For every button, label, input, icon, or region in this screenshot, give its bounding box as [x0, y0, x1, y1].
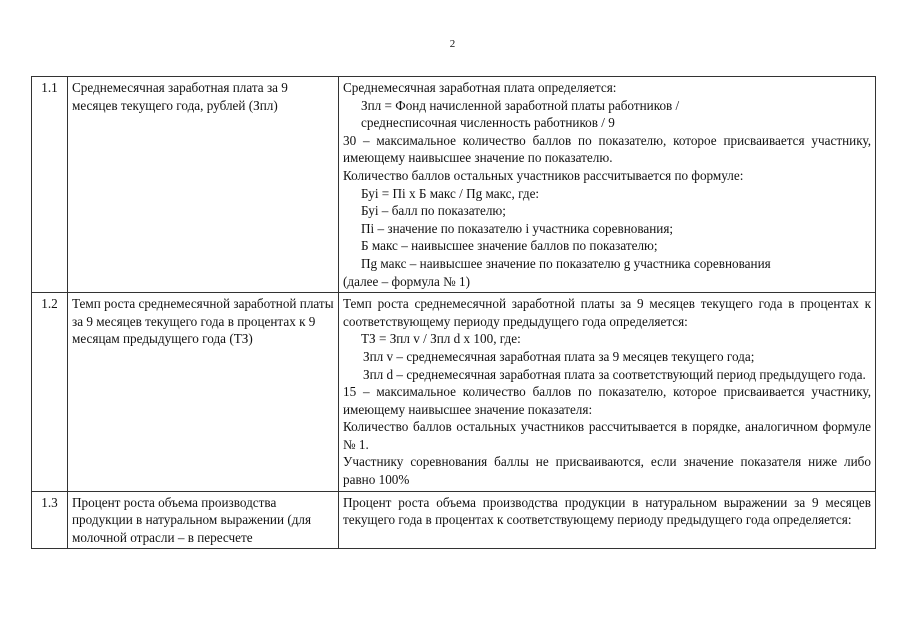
description-line: Количество баллов остальных участников рассчитывается в порядке, аналогичном формуле № 1. [343, 419, 871, 452]
description-line: Процент роста объема производства продукции в натуральном выражении за 9 месяцев текущего года в процентах к соответствующему периоду предыдущего года определяется: [343, 494, 871, 528]
description-line: Зпл = Фонд начисленной заработной платы работников / [361, 97, 680, 113]
row-number: 1.3 [32, 491, 68, 549]
description-line: Буi = Пi x Б макс / Пg макс, где: [361, 185, 540, 201]
description-line: Количество баллов остальных участников рассчитывается по формуле: [343, 167, 744, 183]
table-row [32, 293, 876, 492]
description-line: Буi – балл по показателю; [361, 203, 506, 219]
description-line: 30 – максимальное количество баллов по показателю, которое присваивается участнику, имеющему наивысшее значение по показателю. [343, 132, 871, 166]
description-cell [339, 293, 876, 492]
description-line: 15 – максимальное количество баллов по показателю, которое присваивается участнику, имеющему наивысшее значение показателя: [343, 384, 871, 417]
row-number: 1.2 [32, 293, 68, 492]
description-line: Среднемесячная заработная плата определяется: [343, 80, 617, 95]
description-cell [339, 491, 876, 549]
description-line: Б макс – наивысшее значение баллов по показателю; [361, 238, 658, 254]
criteria-table [31, 76, 876, 549]
description-line: Пi – значение по показателю i участника соревнования; [361, 220, 674, 236]
row-number: 1.1 [32, 77, 68, 293]
table-row [32, 491, 876, 549]
description-cell [339, 77, 876, 293]
description-line: Пg макс – наивысшее значение по показателю g участника соревнования [361, 255, 771, 271]
description-line: (далее – формула № 1) [343, 273, 471, 289]
criterion-cell: Темп роста среднемесячной заработной платы за 9 месяцев текущего года в процентах к 9 месяцам предыдущего года (ТЗ) [68, 293, 339, 492]
description-line: Темп роста среднемесячной заработной платы за 9 месяцев текущего года в процентах к соответствующему периоду предыдущего года определяется: [343, 296, 871, 329]
page-number: 2 [449, 38, 456, 50]
criterion-cell: Среднемесячная заработная плата за 9 месяцев текущего года, рублей (Зпл) [68, 77, 339, 293]
description-line: Участнику соревнования баллы не присваиваются, если значение показателя ниже либо равно 100% [343, 454, 871, 488]
description-line: среднесписочная численность работников / 9 [361, 115, 615, 131]
description-line: ТЗ = Зпл v / Зпл d x 100, где: [361, 331, 521, 347]
description-line: Зпл v – среднемесячная заработная плата за 9 месяцев текущего года; [363, 348, 755, 364]
criterion-cell: Процент роста объема производства продукции в натуральном выражении (для молочной отрасли – в пересчете [68, 491, 339, 549]
description-line: Зпл d – среднемесячная заработная плата за соответствующий период предыдущего года. [363, 366, 866, 382]
table-row [32, 77, 876, 293]
